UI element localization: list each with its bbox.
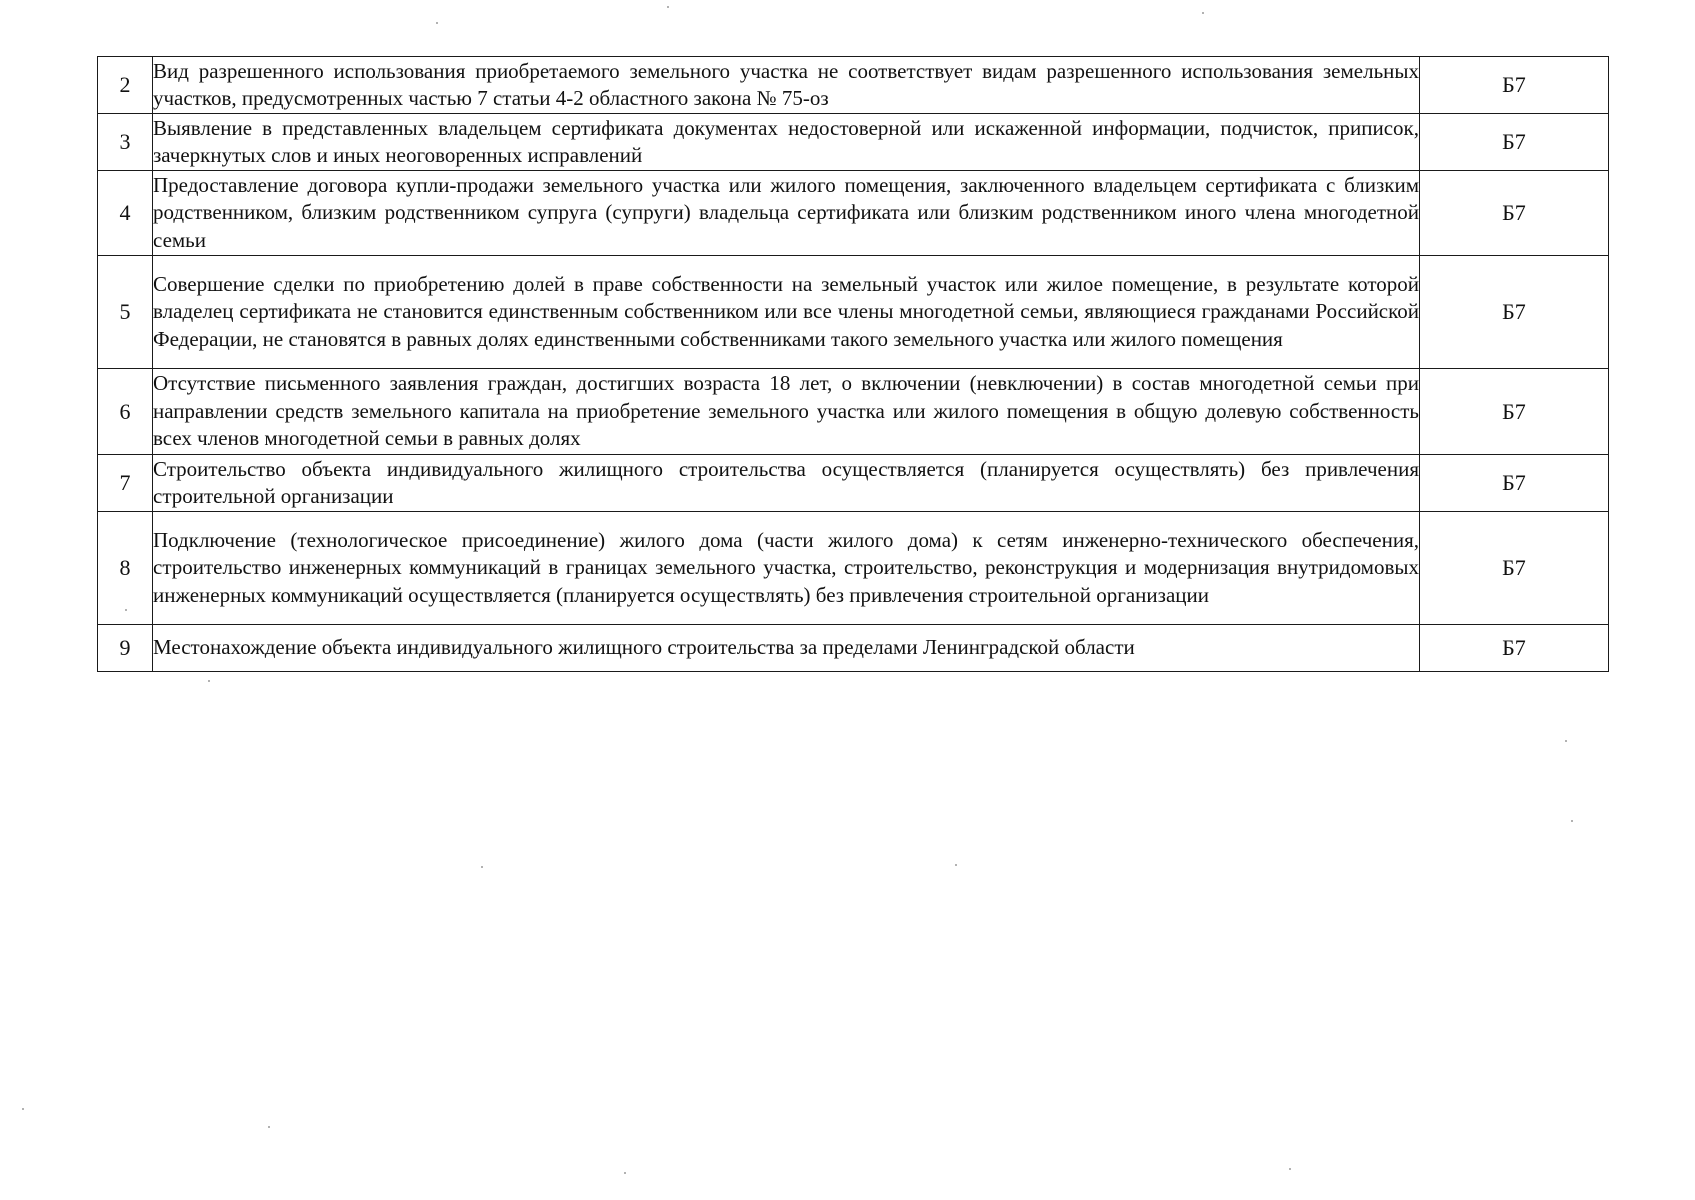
- row-code: Б7: [1420, 455, 1609, 512]
- row-text: Вид разрешенного использования приобретаемого земельного участка не соответствует видам разрешенного использования земельных участков, предусмотренных частью 7 статьи 4-2 областного закона № 75-оз: [153, 57, 1420, 114]
- row-text: Выявление в представленных владельцем сертификата документах недостоверной или искаженной информации, подчисток, приписок, зачеркнутых слов и иных неоговоренных исправлений: [153, 114, 1420, 171]
- scan-speck: [208, 680, 210, 682]
- row-text: Местонахождение объекта индивидуального жилищного строительства за пределами Ленинградской области: [153, 625, 1420, 672]
- row-text: Строительство объекта индивидуального жилищного строительства осуществляется (планируется осуществлять) без привлечения строительной организации: [153, 455, 1420, 512]
- scan-speck: [436, 22, 438, 24]
- row-text: Предоставление договора купли-продажи земельного участка или жилого помещения, заключенного владельцем сертификата с близким родственником, близким родственником супруга (супруги) владельца сертификата или близким родственником иного члена многодетной семьи: [153, 171, 1420, 256]
- scan-speck: [481, 866, 483, 868]
- table-row: [98, 57, 1609, 114]
- scan-speck: [624, 1172, 626, 1174]
- row-code: Б7: [1420, 512, 1609, 625]
- scan-speck: [125, 609, 127, 611]
- scan-speck: [955, 864, 957, 866]
- scan-speck: [1571, 820, 1573, 822]
- row-number: 9: [98, 625, 153, 672]
- scan-speck: [1289, 1168, 1291, 1170]
- scan-speck: [268, 1126, 270, 1128]
- scan-speck: [667, 6, 669, 8]
- row-text: Подключение (технологическое присоединение) жилого дома (части жилого дома) к сетям инженерно-технического обеспечения, строительство инженерных коммуникаций в границах земельного участка, строительство, реконструкция и модернизация внутридомовых инженерных коммуникаций осуществляется (планируется осуществлять) без привлечения строительной организации: [153, 512, 1420, 625]
- scan-speck: [1565, 740, 1567, 742]
- row-code: Б7: [1420, 57, 1609, 114]
- row-code: Б7: [1420, 171, 1609, 256]
- grounds-table: [97, 56, 1609, 672]
- row-number: 4: [98, 171, 153, 256]
- row-code: Б7: [1420, 369, 1609, 455]
- row-code: Б7: [1420, 256, 1609, 369]
- scan-speck: [1202, 12, 1204, 14]
- row-number: 5: [98, 256, 153, 369]
- row-code: Б7: [1420, 114, 1609, 171]
- row-number: 3: [98, 114, 153, 171]
- table-row: [98, 369, 1609, 455]
- table-row: [98, 256, 1609, 369]
- row-number: 7: [98, 455, 153, 512]
- row-code: Б7: [1420, 625, 1609, 672]
- table-row: [98, 455, 1609, 512]
- table-row: [98, 512, 1609, 625]
- row-text: Совершение сделки по приобретению долей в праве собственности на земельный участок или жилое помещение, в результате которой владелец сертификата не становится единственным собственником или все члены многодетной семьи, являющиеся гражданами Российской Федерации, не становятся в равных долях единственными собственниками такого земельного участка или жилого помещения: [153, 256, 1420, 369]
- row-number: 2: [98, 57, 153, 114]
- scan-speck: [22, 1108, 24, 1110]
- row-number: 6: [98, 369, 153, 455]
- row-text: Отсутствие письменного заявления граждан, достигших возраста 18 лет, о включении (невключении) в состав многодетной семьи при направлении средств земельного капитала на приобретение земельного участка или жилого помещения в общую долевую собственность всех членов многодетной семьи в равных долях: [153, 369, 1420, 455]
- table-row: [98, 114, 1609, 171]
- row-number: 8: [98, 512, 153, 625]
- table-row: [98, 625, 1609, 672]
- table-row: [98, 171, 1609, 256]
